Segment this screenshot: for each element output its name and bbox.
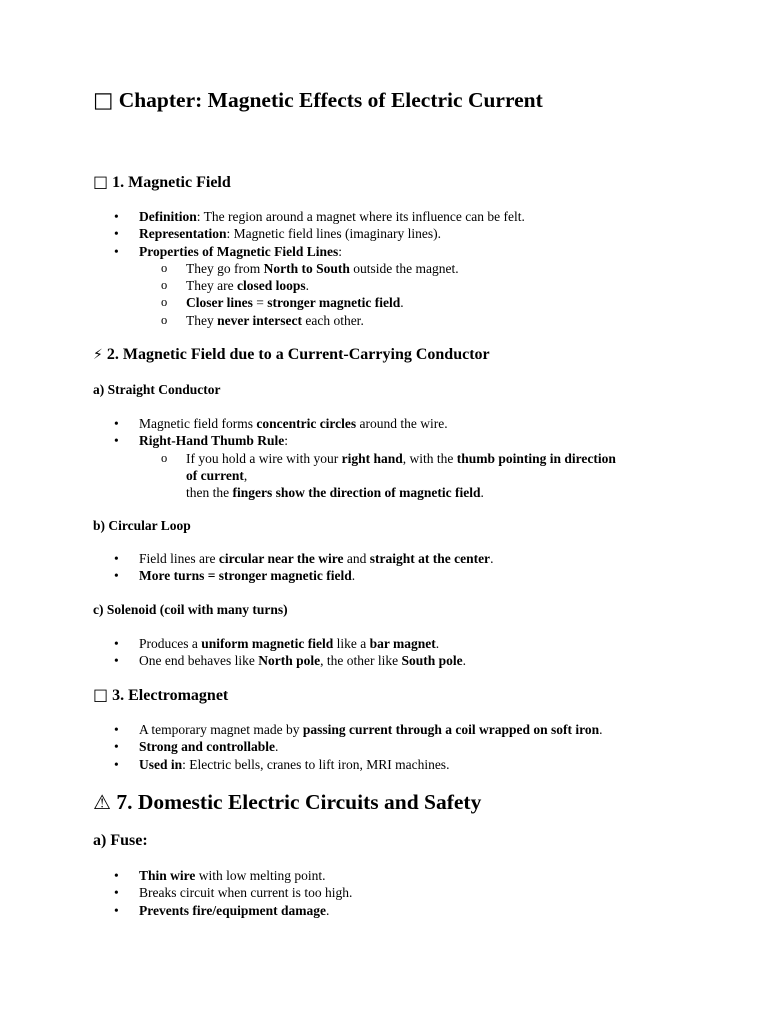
list-item: • More turns = stronger magnetic field. [93, 567, 693, 584]
box-icon: □ [93, 88, 114, 113]
section-1-heading: □ 1. Magnetic Field [93, 172, 231, 191]
fuse-list [93, 867, 693, 919]
list-item: o Closer lines = stronger magnetic field. [139, 294, 616, 311]
list-item: • Prevents fire/equipment damage. [93, 902, 693, 919]
list-item: • Used in: Electric bells, cranes to lift iron, MRI machines. [93, 756, 693, 773]
electromagnet-list [93, 721, 693, 773]
fuse-heading: a) Fuse: [93, 832, 148, 849]
list-item: • Breaks circuit when current is too high. [93, 884, 693, 901]
subsection-c-heading: c) Solenoid (coil with many turns) [93, 602, 288, 617]
list-item: • Definition: The region around a magnet where its influence can be felt. [93, 208, 693, 225]
list-item: • Magnetic field forms concentric circles around the wire. [93, 415, 693, 432]
section-1-list [93, 208, 693, 329]
solenoid-list [93, 635, 693, 670]
list-item: • Representation: Magnetic field lines (imaginary lines). [93, 225, 693, 242]
lightning-icon: ⚡ [93, 347, 103, 363]
straight-conductor-list [93, 415, 693, 501]
subsection-a-heading: a) Straight Conductor [93, 382, 221, 397]
list-item: • A temporary magnet made by passing current through a coil wrapped on soft iron. [93, 721, 693, 738]
list-item: o They are closed loops. [139, 277, 616, 294]
box-icon: □ [93, 685, 109, 704]
list-item: • Field lines are circular near the wire and straight at the center. [93, 550, 693, 567]
properties-sublist [139, 260, 693, 329]
thumb-rule-sublist [139, 450, 693, 502]
list-item: • Thin wire with low melting point. [93, 867, 693, 884]
list-item: o They never intersect each other. [139, 312, 616, 329]
list-item: o They go from North to South outside the magnet. [139, 260, 616, 277]
section-2-heading: ⚡ 2. Magnetic Field due to a Current-Carrying Conductor [93, 346, 490, 363]
list-item: • One end behaves like North pole, the other like South pole. [93, 652, 693, 669]
list-item: • Properties of Magnetic Field Lines: o They go from North to South outside the magnet. o They are closed loops. o Closer lines = stronger magnetic field. o They never intersect each other. [93, 243, 693, 329]
chapter-title: □ Chapter: Magnetic Effects of Electric Current [93, 88, 543, 113]
list-item: • Right-Hand Thumb Rule: o If you hold a wire with your right hand, with the thumb pointing in direction of current, then the fingers show the direction of magnetic field. [93, 432, 693, 501]
warning-icon: ⚠ [93, 790, 111, 814]
subsection-b-heading: b) Circular Loop [93, 518, 191, 533]
list-item: • Produces a uniform magnetic field like a bar magnet. [93, 635, 693, 652]
section-3-heading: □ 3. Electromagnet [93, 685, 229, 704]
section-7-heading: ⚠ 7. Domestic Electric Circuits and Safety [93, 790, 482, 814]
list-item: • Strong and controllable. [93, 738, 693, 755]
list-item: o If you hold a wire with your right hand, with the thumb pointing in direction of current, then the fingers show the direction of magnetic field. [139, 450, 616, 502]
box-icon: □ [93, 172, 109, 191]
circular-loop-list [93, 550, 693, 585]
